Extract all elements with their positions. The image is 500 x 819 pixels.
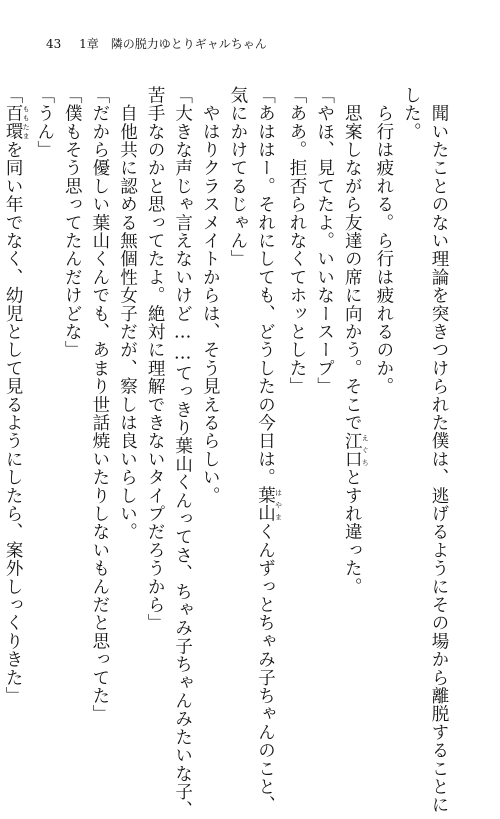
text-line-15: 「うん」 (34, 86, 55, 159)
text-line-3: ら行は疲れる。ら行は疲れるのか。 (373, 86, 394, 396)
furigana-ruby: 江口 えぐち (342, 431, 370, 469)
furigana-ruby: 葉山 はやま (255, 486, 283, 523)
text-line-2: した。 (401, 86, 422, 141)
text-line-4: 思案しながら友達の席に向かう。そこで江口 えぐちとすれ違った。 (342, 86, 370, 596)
chapter-title: 1章 隣の脱力ゆとりギャルちゃん (79, 37, 267, 51)
furigana-ruby: 百環 ももたま (3, 104, 31, 141)
vertical-body-text (3, 86, 452, 819)
text-line-8: 気にかけてるじゃん」 (227, 86, 248, 268)
text-line-13: 「だから優しい葉山くんでも、あまり世話焼いたりしないもんだと思ってた」 (89, 86, 110, 723)
text-line-1: 聞いたことのない理論を突きつけられた僕は、逃げるようにその場から離脱することに (429, 86, 449, 814)
page-number: 43 (46, 37, 62, 51)
text-line-5: 「やほ、見てたよ。いいなースープ」 (314, 86, 335, 396)
text-line-12: 自他共に認める無個性女子だが、察しは良いらしい。 (117, 86, 138, 541)
text-line-14: 「僕もそう思ってたんだけどな」 (62, 86, 83, 359)
text-line-16: 「百環 ももたまを同い年でなく、幼児として見るようにしたら、案外しっくりきた」 (3, 86, 31, 705)
text-line-11: 苦手なのかと思ってたよ。絶対に理解できないタイプだろうから」 (145, 86, 166, 632)
text-line-6: 「ああ。拒否られなくてホッとした」 (287, 86, 308, 396)
furigana-reading: えぐち (361, 431, 370, 469)
furigana-reading: ももたま (22, 104, 31, 141)
text-line-7: 「あははー。それにしても、どうしたの今日は。葉山 はやまくんずっとちゃみ子ちゃんのこと、 (255, 86, 283, 815)
text-line-10: 「大きな声じゃ言えないけど……てっきり葉山くんってさ、ちゃみ子ちゃんみたいな子、 (172, 86, 193, 819)
furigana-reading: はやま (274, 486, 283, 523)
text-line-9: やはりクラスメイトからは、そう見えるらしい。 (200, 86, 221, 505)
running-header (46, 35, 267, 52)
